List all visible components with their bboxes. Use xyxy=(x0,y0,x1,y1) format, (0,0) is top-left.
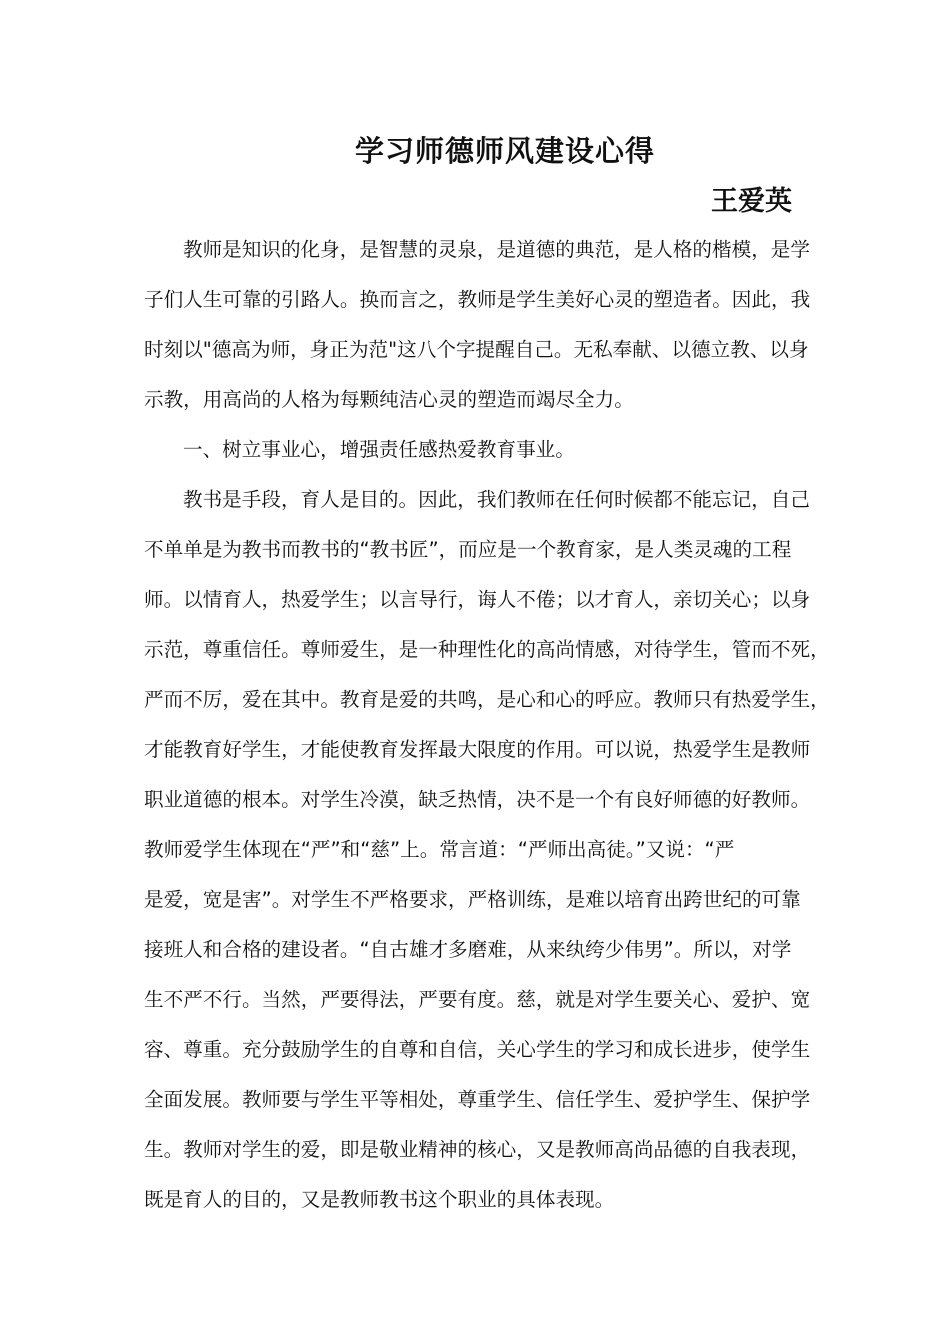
paragraph-line: 接班人和合格的建设者。“自古雄才多磨难，从来纨绔少伟男”。所以，对学 xyxy=(144,938,792,961)
paragraph-line: 严而不厉，爱在其中。教育是爱的共鸣，是心和心的呼应。教师只有热爱学生， xyxy=(144,688,830,711)
paragraph-line: 既是育人的目的，又是教师教书这个职业的具体表现。 xyxy=(144,1188,615,1211)
paragraph-line: 容、尊重。充分鼓励学生的自尊和自信，关心学生的学习和成长进步，使学生 xyxy=(144,1038,811,1061)
paragraph-line: 才能教育好学生，才能使教育发挥最大限度的作用。可以说，热爱学生是教师 xyxy=(144,738,811,761)
paragraph-line: 不单单是为教书而教书的“教书匠”，而应是一个教育家，是人类灵魂的工程 xyxy=(144,538,792,561)
paragraph-line: 子们人生可靠的引路人。换而言之，教师是学生美好心灵的塑造者。因此，我 xyxy=(144,288,811,311)
body-text xyxy=(144,225,830,1225)
paragraph-line: 示教，用高尚的人格为每颗纯洁心灵的塑造而竭尽全力。 xyxy=(144,388,634,411)
paragraph-line: 全面发展。教师要与学生平等相处，尊重学生、信任学生、爱护学生、保护学 xyxy=(144,1088,811,1111)
author-name: 王爱英 xyxy=(711,186,792,217)
paragraph-line: 示范，尊重信任。尊师爱生，是一种理性化的高尚情感，对待学生，管而不死， xyxy=(144,638,830,661)
paragraph-line: 师。以情育人，热爱学生；以言导行，诲人不倦；以才育人，亲切关心；以身 xyxy=(144,588,811,611)
paragraph-line: 教书是手段，育人是目的。因此，我们教师在任何时候都不能忘记，自己 xyxy=(183,488,810,511)
section-heading: 一、树立事业心，增强责任感热爱教育事业。 xyxy=(183,438,575,461)
paragraph-line: 时刻以"德高为师，身正为范"这八个字提醒自己。无私奉献、以德立教、以身 xyxy=(144,338,809,361)
paragraph-line: 教师是知识的化身，是智慧的灵泉，是道德的典范，是人格的楷模，是学 xyxy=(183,238,810,261)
paragraph-line: 生不严不行。当然，严要得法，严要有度。慈，就是对学生要关心、爱护、宽 xyxy=(144,988,811,1011)
paragraph-line: 生。教师对学生的爱，即是敬业精神的核心，又是教师高尚品德的自我表现， xyxy=(144,1138,811,1161)
paragraph-line: 教师爱学生体现在“严”和“慈”上。常言道：“严师出高徒。”又说：“严 xyxy=(144,838,735,861)
document-title: 学习师德师风建设心得 xyxy=(354,134,655,168)
paragraph-line: 是爱，宽是害”。对学生不严格要求，严格训练，是难以培育出跨世纪的可靠 xyxy=(144,888,801,911)
paragraph-line: 职业道德的根本。对学生冷漠，缺乏热情，决不是一个有良好师德的好教师。 xyxy=(144,788,811,811)
